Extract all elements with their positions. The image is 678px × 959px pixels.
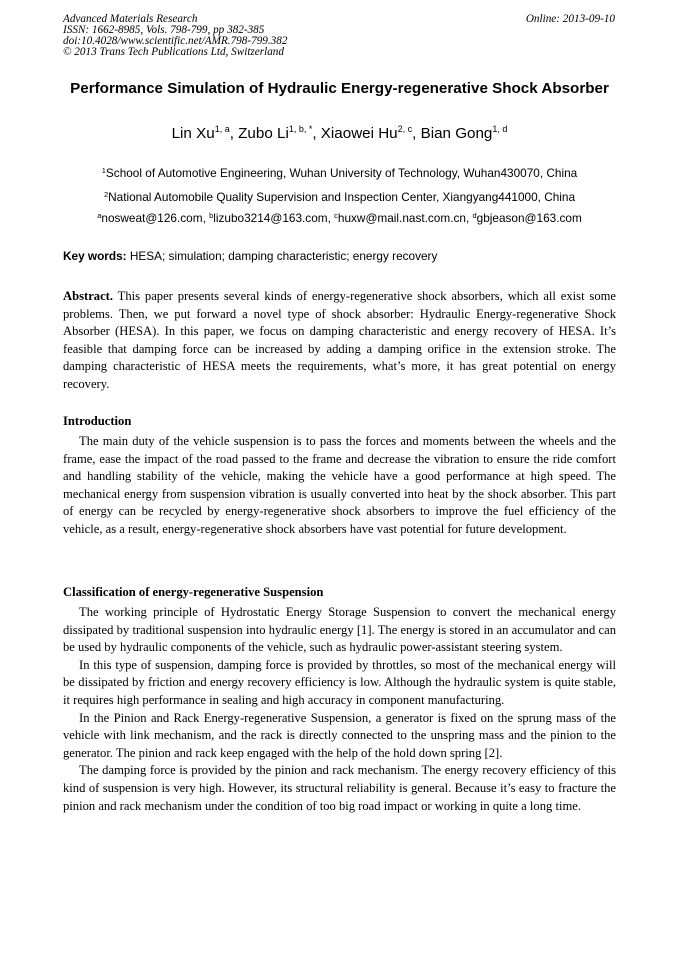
email[interactable]: huxw@mail.nast.com.cn	[337, 211, 466, 225]
email[interactable]: lizubo3214@163.com	[213, 211, 328, 225]
journal-name: Advanced Materials Research	[63, 13, 198, 25]
abstract	[63, 288, 616, 394]
affil-text: School of Automotive Engineering, Wuhan University of Technology, Wuhan430070, China	[105, 166, 578, 180]
copyright-line: © 2013 Trans Tech Publications Ltd, Switzerland	[63, 46, 284, 58]
author: Zubo Li	[238, 125, 289, 142]
email-mark: b	[209, 211, 214, 220]
author: Lin Xu	[171, 125, 215, 142]
paragraph: In this type of suspension, damping force is provided by throttles, so most of the mechanical energy will be dissipated by friction and energy recovery efficiency is low. Although the hydraulic system is quite stable, it requires high performance in sealing and high accuracy in component manufacturing.	[63, 657, 616, 707]
author-affil-mark: 1, b, *	[288, 124, 313, 134]
author: Bian Gong	[420, 125, 493, 142]
keywords	[63, 249, 616, 263]
online-date: Online: 2013-09-10	[525, 13, 615, 25]
author: Xiaowei Hu	[320, 125, 398, 142]
affil-mark: 1	[101, 166, 106, 175]
email-mark: a	[97, 211, 102, 220]
keywords-label: Key words:	[63, 249, 127, 263]
journal-header	[63, 14, 287, 58]
doi-line: doi:10.4028/www.scientific.net/AMR.798-799.382	[63, 35, 288, 47]
section-heading-introduction: Introduction	[63, 414, 132, 428]
author-list: Lin Xu$^{1, a}$, Zubo $Li^{1, b, *}$, Xiaowei Hu$^{2, c}$, Bian Gong$^{1, d}$	[171, 124, 508, 142]
paragraph: The damping force is provided by the pinion and rack mechanism. The energy recovery efficiency of this kind of suspension is very high. However, its structural reliability is general. Because it’s easy to fracture the pinion and rack mechanism under the condition of too big road impact or working in quite a long time.	[63, 763, 616, 813]
author-affil-mark: 1, d	[492, 124, 508, 134]
author-affil-mark: 2, c	[397, 124, 413, 134]
affil-text: National Automobile Quality Supervision and Inspection Center, Xiangyang441000, China	[108, 190, 576, 204]
paragraph: The working principle of Hydrostatic Energy Storage Suspension to convert the mechanical energy dissipated by traditional suspension into hydraulic energy [1]. The energy is stored in an accumulator and can be used by hydraulic components of the vehicle, such as hydraulic power-assistant steering system.	[63, 605, 616, 655]
section-body-introduction	[63, 433, 616, 539]
section-heading-classification: Classification of energy-regenerative Suspension	[63, 585, 324, 599]
affiliation-1	[63, 166, 616, 180]
paragraph: The main duty of the vehicle suspension is to pass the forces and moments between the wheels and the frame, ease the impact of the road passed to the frame and decrease the vibration to ensure the ride comfort and handling stability of the vehicle, making the vehicle have a good performance at high speed. The mechanical energy from suspension vibration is usually converted into heat by the shock absorber. This part of energy can be recycled by energy-regenerative shock absorbers to improve the fuel efficiency of the vehicle, as a result, energy-regenerative shock absorbers have vast potential for future development.	[63, 434, 616, 536]
email-mark: d	[472, 211, 477, 220]
email-mark: c	[334, 211, 338, 220]
email[interactable]: gbjeason@163.com	[476, 211, 582, 225]
paper-title: Performance Simulation of Hydraulic Energy-regenerative Shock Absorber	[70, 80, 609, 97]
email[interactable]: nosweat@126.com	[101, 211, 203, 225]
affiliation-2	[63, 190, 616, 204]
issn-line: ISSN: 1662-8985, Vols. 798-799, pp 382-385	[63, 24, 265, 36]
abstract-text: This paper presents several kinds of energy-regenerative shock absorbers, which all exist some problems. Then, we put forward a novel type of shock absorber: Hydraulic Energy-regenerative Shock Absorber (HESA). In this paper, we focus on damping characteristic and energy recovery of HESA. It’s feasible that damping force can be increased by adding a damping orifice in the extension stroke. The damping characteristic of HESA meets the requirements, what’s more, it has great potential on energy recovery.	[63, 289, 617, 391]
author-affil-mark: 1, a	[214, 124, 230, 134]
email-list: $^a$nosweat@126.com, $^b$lizubo3214@163.com, $^c$huxw@mail.nast.com.cn, $^d$gbjeason@163.com	[97, 211, 582, 225]
affil-mark: 2	[103, 190, 109, 199]
section-body-classification	[63, 604, 616, 815]
abstract-label: Abstract.	[63, 289, 114, 303]
keywords-text: HESA; simulation; damping characteristic; energy recovery	[129, 249, 438, 263]
paragraph: In the Pinion and Rack Energy-regenerative Suspension, a generator is fixed on the sprung mass of the vehicle with link mechanism, and the rack is directly connected to the unspring mass and the pinion to the generator. The pinion and rack keep engaged with the help of the hold down spring [2].	[63, 710, 616, 760]
